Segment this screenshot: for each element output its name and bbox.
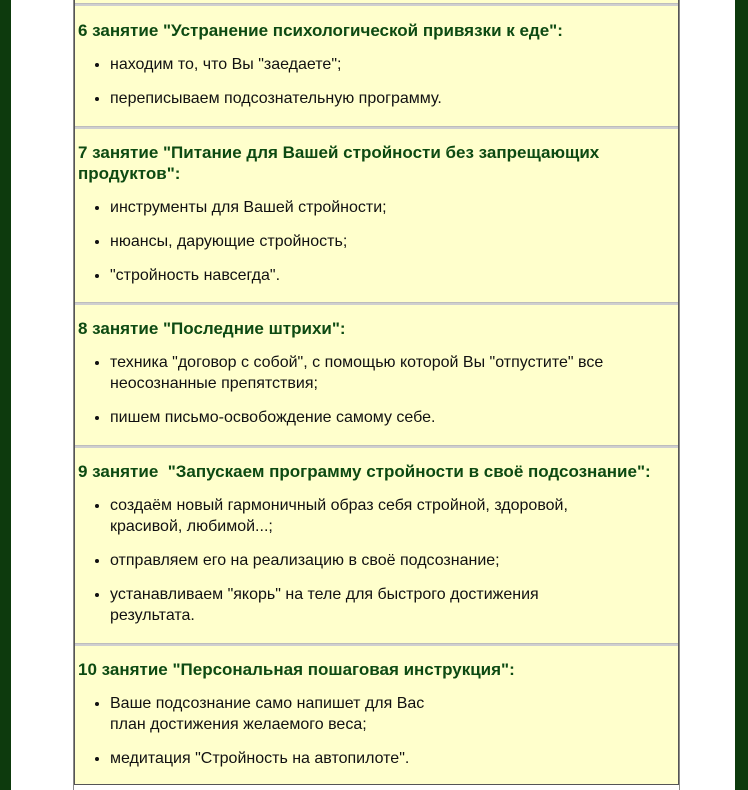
list-item: устанавливаем "якорь" на теле для быстрого достижения результата. (78, 584, 678, 626)
list-item: переписываем подсознательную программу. (78, 88, 678, 109)
section-divider (75, 302, 678, 305)
list-item: "стройность навсегда". (78, 265, 678, 286)
list-item: нюансы, дарующие стройность; (78, 231, 678, 252)
lesson-title: 7 занятие "Питание для Вашей стройности без запрещающих продуктов": (78, 143, 600, 183)
section-divider (75, 643, 678, 646)
bullet-icon (95, 702, 99, 706)
bullet-icon (95, 416, 99, 420)
section-divider (75, 445, 678, 448)
bullet-icon (95, 240, 99, 244)
lesson-title: 10 занятие "Персональная пошаговая инструкция": (78, 660, 515, 679)
list-item: Ваше подсознание само напишет для Вас план достижения желаемого веса; (78, 693, 678, 735)
lesson-items (78, 352, 678, 428)
bullet-icon (95, 504, 99, 508)
list-item: медитация "Стройность на автопилоте". (78, 748, 678, 769)
list-item: инструменты для Вашей стройности; (78, 197, 678, 218)
lesson-items (78, 693, 678, 769)
lesson-title: 6 занятие "Устранение психологической привязки к еде": (78, 21, 563, 40)
lesson-items (78, 495, 678, 626)
bullet-icon (95, 361, 99, 365)
bullet-icon (95, 63, 99, 67)
lesson-title: 9 занятие "Запускаем программу стройности в своё подсознание": (78, 462, 651, 481)
list-item: создаём новый гармоничный образ себя стройной, здоровой, красивой, любимой...; (78, 495, 678, 537)
content-panel (74, 0, 679, 785)
bullet-icon (95, 97, 99, 101)
lesson-10 (75, 659, 678, 769)
list-item: находим то, что Вы "заедаете"; (78, 54, 678, 75)
bullet-icon (95, 757, 99, 761)
lesson-title: 8 занятие "Последние штрихи": (78, 319, 346, 338)
left-border-strip (0, 0, 11, 790)
lesson-7 (75, 142, 678, 286)
lesson-items (78, 197, 678, 286)
bullet-icon (95, 593, 99, 597)
section-divider (75, 126, 678, 129)
lesson-6 (75, 20, 678, 109)
bullet-icon (95, 559, 99, 563)
lesson-8 (75, 318, 678, 428)
lesson-items (78, 54, 678, 109)
list-item: техника "договор с собой", с помощью которой Вы "отпустите" все неосознанные препятствия; (78, 352, 678, 394)
right-border-strip (735, 0, 748, 790)
list-item: отправляем его на реализацию в своё подсознание; (78, 550, 678, 571)
list-item: пишем письмо-освобождение самому себе. (78, 407, 678, 428)
bullet-icon (95, 274, 99, 278)
lesson-9 (75, 461, 678, 626)
section-divider (75, 3, 678, 6)
bullet-icon (95, 206, 99, 210)
